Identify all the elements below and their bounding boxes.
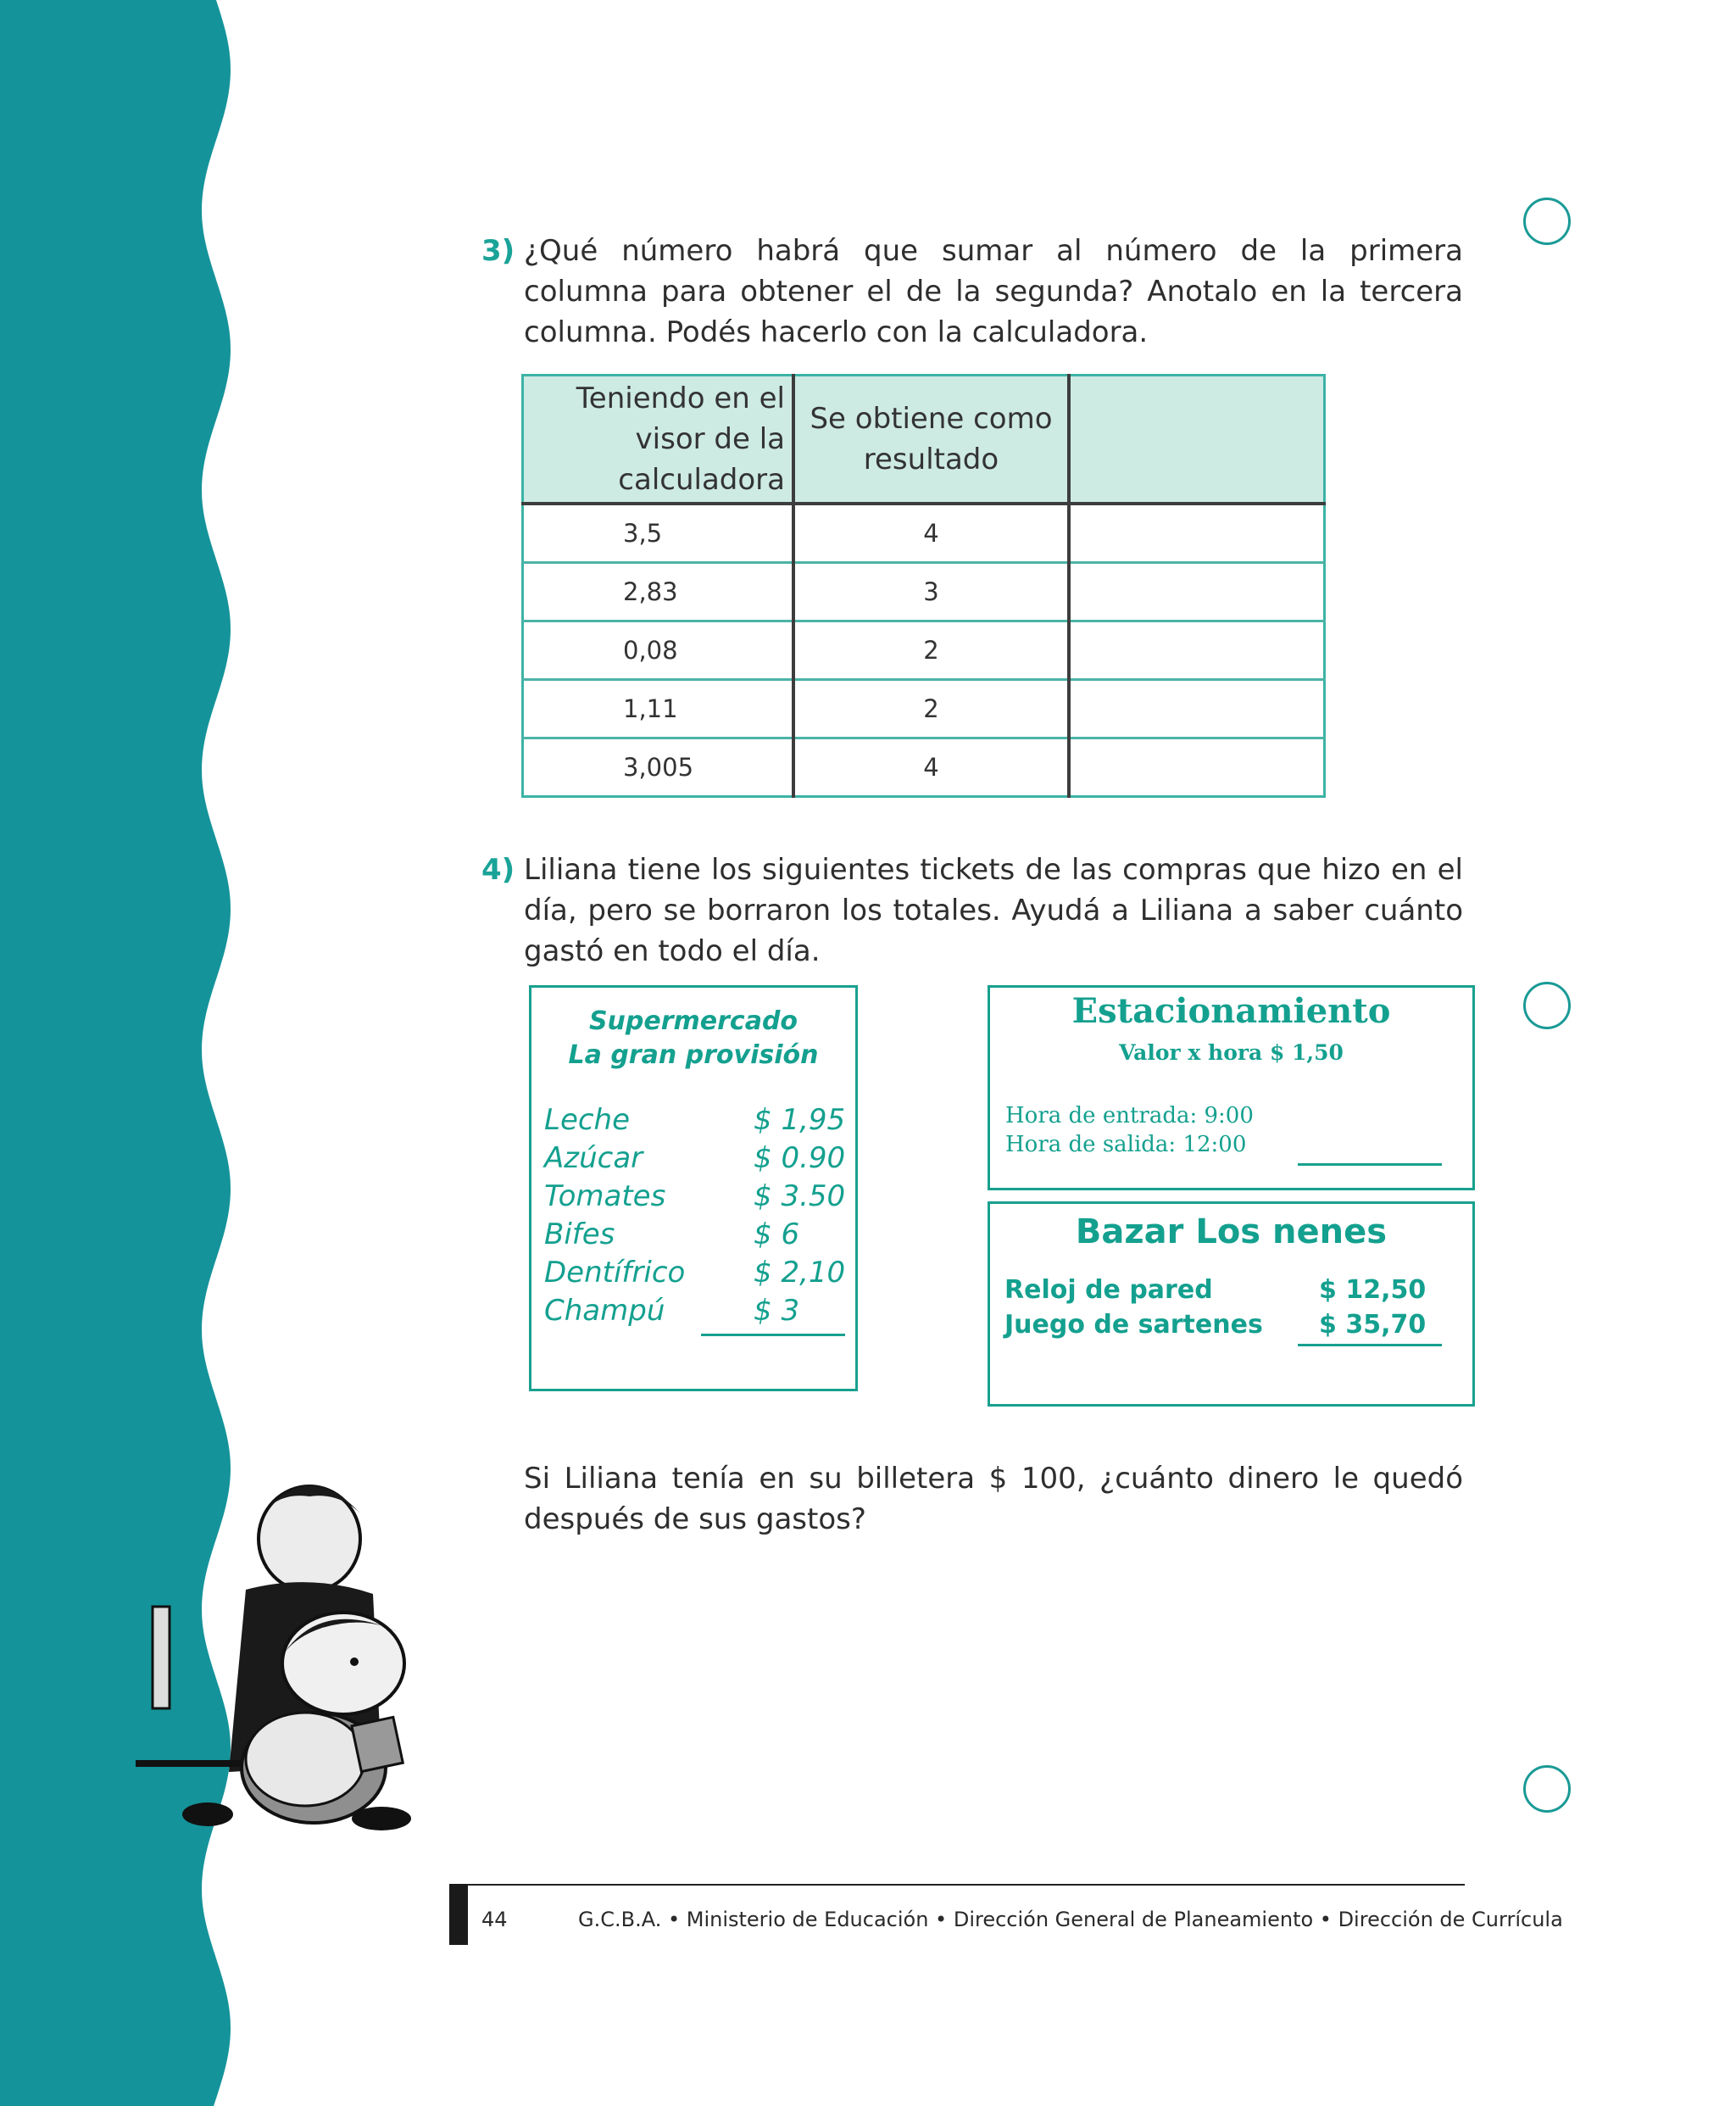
calculator-table bbox=[521, 374, 1326, 798]
bazar-title: Bazar Los nenes bbox=[1075, 1212, 1388, 1251]
receipt-item-price: $ 3 bbox=[754, 1294, 800, 1328]
exercise-3 bbox=[481, 231, 1463, 353]
receipt-item-price: $ 35,70 bbox=[1319, 1310, 1427, 1340]
table-cell-result: 2 bbox=[793, 680, 1069, 738]
total-underline bbox=[1298, 1163, 1442, 1166]
footer-bar bbox=[449, 1884, 468, 1945]
exercise-3-number: 3) bbox=[481, 234, 515, 268]
receipt-item-price: $ 12,50 bbox=[1319, 1275, 1427, 1305]
table-cell-display: 2,83 bbox=[523, 563, 794, 621]
parking-title: Estacionamiento bbox=[1071, 991, 1391, 1031]
table-cell-display: 1,11 bbox=[523, 680, 794, 738]
question-remaining-money bbox=[481, 1458, 1463, 1540]
table-cell-display: 0,08 bbox=[523, 621, 794, 680]
binder-hole-middle bbox=[1523, 982, 1571, 1029]
table-cell-display: 3,5 bbox=[523, 504, 794, 563]
table-cell-answer[interactable] bbox=[1069, 563, 1325, 621]
receipt-item-name: Leche bbox=[544, 1103, 631, 1137]
footer-rule bbox=[456, 1884, 1465, 1886]
ticket-supermarket bbox=[529, 985, 858, 1391]
table-cell-display: 3,005 bbox=[523, 738, 794, 797]
receipt-item-name: Azúcar bbox=[544, 1141, 643, 1175]
total-underline bbox=[701, 1334, 845, 1336]
table-row bbox=[523, 621, 1325, 680]
binder-hole-top bbox=[1523, 198, 1571, 245]
question-text: Si Liliana tenía en su billetera $ 100, ¿cuánto dinero le quedó después de sus gastos? bbox=[524, 1462, 1463, 1536]
receipt-item-name: Reloj de pared bbox=[1004, 1275, 1213, 1305]
table-cell-answer[interactable] bbox=[1069, 680, 1325, 738]
table-row bbox=[523, 738, 1325, 797]
receipt-item-price: $ 3.50 bbox=[754, 1179, 846, 1213]
receipt-item-price: $ 2,10 bbox=[754, 1256, 846, 1290]
table-cell-result: 3 bbox=[793, 563, 1069, 621]
table-header-answer bbox=[1069, 376, 1325, 504]
exercise-4-number: 4) bbox=[481, 853, 515, 887]
receipt-item-price: $ 6 bbox=[754, 1217, 800, 1251]
table-cell-answer[interactable] bbox=[1069, 621, 1325, 680]
table-row bbox=[523, 563, 1325, 621]
binder-hole-bottom bbox=[1523, 1765, 1571, 1813]
table-row bbox=[523, 504, 1325, 563]
total-underline bbox=[1298, 1344, 1442, 1346]
page-number: 44 bbox=[481, 1908, 508, 1931]
table-cell-result: 4 bbox=[793, 738, 1069, 797]
receipt-item-name: Dentífrico bbox=[544, 1256, 686, 1290]
receipt-item-name: Tomates bbox=[544, 1179, 666, 1213]
table-cell-answer[interactable] bbox=[1069, 504, 1325, 563]
exercise-4-text: Liliana tiene los siguientes tickets de las compras que hizo en el día, pero se borraron los totales. Ayudá a Liliana a saber cuánto gastó en todo el día. bbox=[524, 853, 1463, 968]
supermarket-name-line1: Supermercado bbox=[588, 1006, 798, 1036]
parking-entry-time: Hora de entrada: 9:00 bbox=[1005, 1103, 1254, 1128]
receipt-item-name: Bifes bbox=[544, 1217, 615, 1251]
parking-rate: Valor x hora $ 1,50 bbox=[1119, 1040, 1344, 1065]
exercise-3-text: ¿Qué número habrá que sumar al número de la primera columna para obtener el de la segunda? Anotalo en la tercera columna. Podés hacerlo con la calculadora. bbox=[524, 234, 1463, 349]
children-illustration bbox=[127, 1441, 449, 1840]
table-header-result: Se obtiene como resultado bbox=[793, 376, 1069, 504]
receipt-item-price: $ 1,95 bbox=[754, 1103, 846, 1137]
receipt-item-price: $ 0.90 bbox=[754, 1141, 846, 1175]
ticket-parking bbox=[988, 985, 1475, 1190]
table-cell-result: 4 bbox=[793, 504, 1069, 563]
table-header-display: Teniendo en el visor de la calculadora bbox=[523, 376, 794, 504]
receipt-item-name: Juego de sartenes bbox=[1004, 1310, 1263, 1340]
table-row bbox=[523, 680, 1325, 738]
receipt-item-name: Champú bbox=[544, 1294, 665, 1328]
table-cell-answer[interactable] bbox=[1069, 738, 1325, 797]
footer-credits: G.C.B.A. • Ministerio de Educación • Dirección General de Planeamiento • Dirección de Currícula bbox=[578, 1908, 1563, 1931]
parking-exit-time: Hora de salida: 12:00 bbox=[1005, 1132, 1247, 1157]
ticket-bazar bbox=[988, 1201, 1475, 1407]
exercise-4 bbox=[481, 850, 1463, 972]
table-cell-result: 2 bbox=[793, 621, 1069, 680]
supermarket-name-line2: La gran provisión bbox=[568, 1040, 819, 1070]
